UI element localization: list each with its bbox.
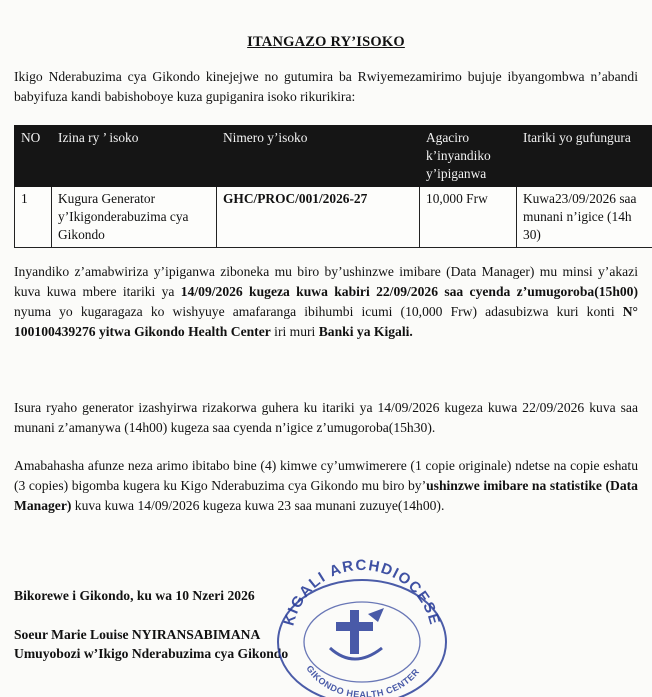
header-tender-number: Nimero y’isoko: [217, 126, 420, 187]
tender-table: [14, 125, 652, 248]
header-opening-date: Itariki yo gufungura: [517, 126, 652, 187]
documents-text-3: iri muri: [270, 324, 319, 339]
site-visit-paragraph: Isura ryaho generator izashyirwa rizakorwa guhera ku itariki ya 14/09/2026 kugeza kuwa 22/09/2026 kuva saa munani z’amanywa (14h00) kugeza saa cyenda n’igice z’umugoroba(15h30).: [14, 400, 638, 435]
header-tender-name: Izina ry ’ isoko: [52, 126, 217, 187]
documents-text-2: nyuma yo kugaragaza ko wishyuye amafaranga ibihumbi icumi (10,000 Frw) adasubizwa kuri konti: [14, 304, 623, 319]
documents-text-1: Inyandiko z’amabwiriza y’ipiganwa ziboneka mu biro by’ushinzwe imibare (Data Manager) mu minsi y’akazi kuva kuwa mbere itariki ya: [14, 264, 638, 299]
stamp-top-text: KIGALI ARCHDIOCESE: [280, 556, 444, 628]
documents-deadline: 14/09/2026 kugeza kuwa kabiri 22/09/2026 saa cyenda z’umugoroba(15h00): [180, 284, 638, 299]
official-stamp: [270, 552, 450, 697]
submission-office: ushinzwe imibare na statistike (Data Manager): [14, 478, 638, 513]
cross-emblem-icon: [330, 608, 384, 659]
cell-tender-name: Kugura Generator y’Ikigonderabuzima cya Gikondo: [52, 187, 217, 248]
bank-name: Banki ya Kigali.: [318, 324, 413, 339]
place-and-date: Bikorewe i Gikondo, ku wa 10 Nzeri 2026: [14, 588, 255, 603]
notice-title: ITANGAZO RY’ISOKO: [247, 34, 405, 50]
signatory-name: Soeur Marie Louise NYIRANSABIMANA: [14, 627, 261, 642]
cell-no: 1: [15, 187, 52, 248]
header-no: NO: [15, 126, 52, 187]
intro-paragraph: Ikigo Nderabuzima cya Gikondo kinejejwe no gutumira ba Rwiyemezamirimo bujuje ibyangombwa n’abandi babyifuza kandi babishoboye kuza gupiganira isoko rikurikira:: [14, 69, 638, 104]
stamp-inner-ring: [304, 602, 420, 682]
cell-tender-number: GHC/PROC/001/2026-27: [217, 187, 420, 248]
table-row: [15, 187, 652, 248]
bank-account: N° 100100439276 yitwa Gikondo Health Center: [14, 304, 638, 339]
cell-opening-date: Kuwa23/09/2026 saa munani n’igice (14h 30): [517, 187, 652, 248]
signatory-role: Umuyobozi w’Ikigo Nderabuzima cya Gikondo: [14, 646, 289, 661]
table-header-row: [15, 126, 652, 187]
submission-text-1: Amabahasha afunze neza arimo ibitabo bine (4) kimwe cy’umwimerere (1 copie originale) ndetse na copie eshatu (3 copies) bigomba kugera ku Kigo Nderabuzima cya Gikondo mu biro by’: [14, 458, 638, 493]
documents-paragraph: [14, 262, 638, 342]
cell-document-fee: 10,000 Frw: [420, 187, 517, 248]
stamp-bottom-text: GIKONDO HEALTH CENTER: [304, 663, 422, 697]
header-document-fee: Agaciro k’inyandiko y’ipiganwa: [420, 126, 517, 187]
submission-paragraph: [14, 456, 638, 516]
submission-text-2: kuva kuwa 14/09/2026 kugeza kuwa 23 saa munani zuzuye(14h00).: [71, 498, 445, 513]
